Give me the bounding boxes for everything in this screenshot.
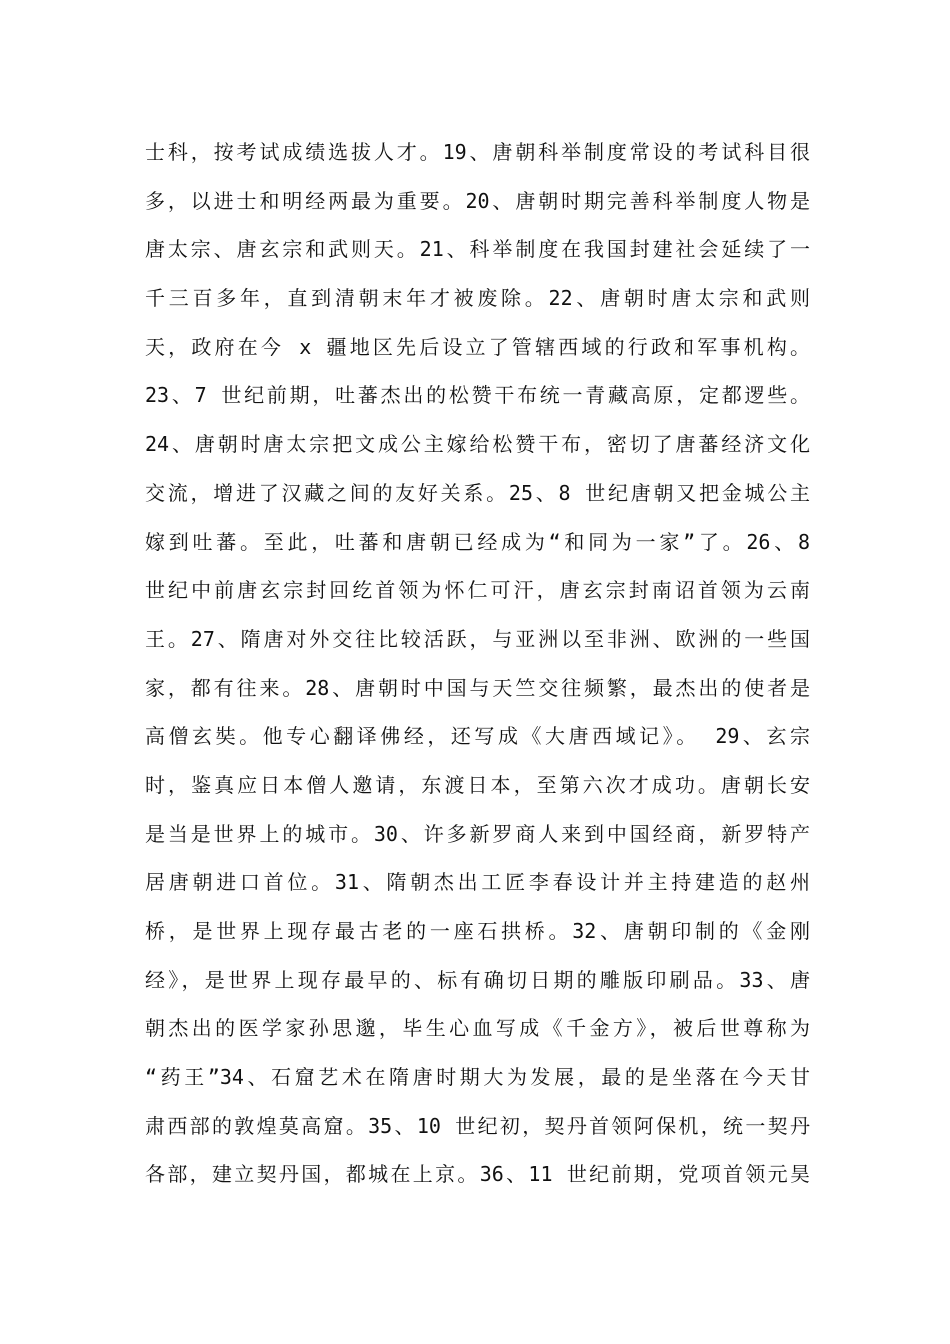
text-line: 世纪中前唐玄宗封回纥首领为怀仁可汗，唐玄宗封南诏首领为云南 <box>145 578 810 603</box>
text-line: 24、唐朝时唐太宗把文成公主嫁给松赞干布，密切了唐蕃经济文化 <box>145 432 810 457</box>
text-line: 时，鉴真应日本僧人邀请，东渡日本，至第六次才成功。唐朝长安 <box>145 772 810 797</box>
text-line: 千三百多年，直到清朝末年才被废除。22、唐朝时唐太宗和武则 <box>145 286 810 311</box>
text-line: 朝杰出的医学家孙思邈，毕生心血写成《千金方》，被后世尊称为 <box>145 1016 810 1041</box>
text-line: 居唐朝进口首位。31、隋朝杰出工匠李春设计并主持建造的赵州 <box>145 870 810 895</box>
text-line: 肃西部的敦煌莫高窟。35、10 世纪初，契丹首领阿保机，统一契丹 <box>145 1113 810 1138</box>
text-line: 家，都有往来。28、唐朝时中国与天竺交往频繁，最杰出的使者是 <box>145 675 810 700</box>
text-line: 王。27、隋唐对外交往比较活跃，与亚洲以至非洲、欧洲的一些国 <box>145 626 810 651</box>
text-line: 唐太宗、唐玄宗和武则天。21、科举制度在我国封建社会延续了一 <box>145 237 810 262</box>
text-line: 经》，是世界上现存最早的、标有确切日期的雕版印刷品。33、唐 <box>145 967 810 992</box>
text-line: 高僧玄奘。他专心翻译佛经，还写成《大唐西域记》。 29、玄宗 <box>145 724 810 749</box>
text-line: 各部，建立契丹国，都城在上京。36、11 世纪前期，党项首领元昊 <box>145 1162 810 1187</box>
text-line: 23、7 世纪前期，吐蕃杰出的松赞干布统一青藏高原，定都逻些。 <box>145 383 810 408</box>
text-line: 嫁到吐蕃。至此，吐蕃和唐朝已经成为“和同为一家”了。26、8 <box>145 529 810 554</box>
text-line: 桥，是世界上现存最古老的一座石拱桥。32、唐朝印制的《金刚 <box>145 919 810 943</box>
text-line: 交流，增进了汉藏之间的友好关系。25、8 世纪唐朝又把金城公主 <box>145 480 810 505</box>
text-line: 士科，按考试成绩选拔人才。19、唐朝科举制度常设的考试科目很 <box>145 140 810 164</box>
body-text <box>145 128 810 1199</box>
text-line: 多，以进士和明经两最为重要。20、唐朝时期完善科举制度人物是 <box>145 188 810 213</box>
text-line: 天，政府在今 x 疆地区先后设立了管辖西域的行政和军事机构。 <box>145 334 810 359</box>
text-line: 是当是世界上的城市。30、许多新罗商人来到中国经商，新罗特产 <box>145 821 810 846</box>
text-line: “药王”34、石窟艺术在隋唐时期大为发展，最的是坐落在今天甘 <box>145 1065 810 1090</box>
